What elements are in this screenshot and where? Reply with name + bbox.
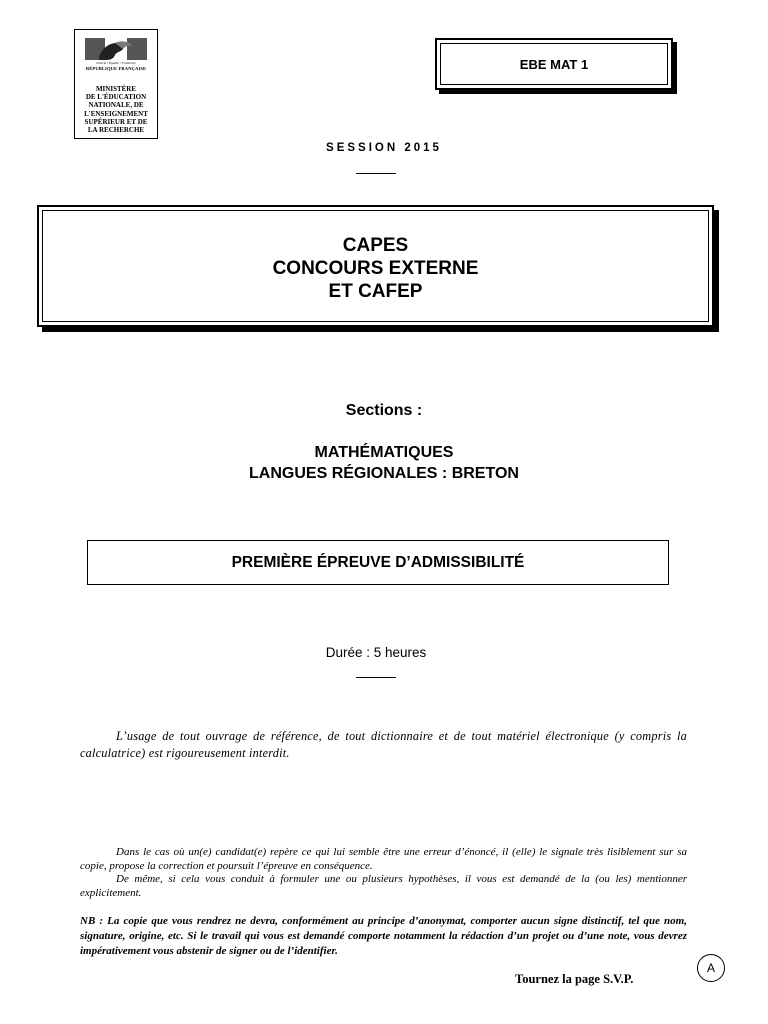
- title-line: CAPES: [342, 235, 409, 256]
- epreuve-box: [87, 540, 669, 585]
- logo-ministry-name: [78, 85, 154, 134]
- exam-title: [39, 234, 712, 303]
- instructions: [80, 846, 687, 900]
- logo-republic: RÉPUBLIQUE FRANÇAISE: [85, 66, 147, 71]
- ministry-line: MINISTÈRE: [95, 85, 137, 93]
- logo-motto: Liberté • Égalité • Fraternité: [96, 61, 136, 65]
- anonymity-note: NB : La copie que vous rendrez ne devra, conformément au principe d’anonymat, comporter aucun signe distinctif, tel que nom, signature, origine, etc. Si le travail qui vous est demandé comporte notamment la rédaction d’un projet ou d’une note, vous devrez impérativement vous abstenir de signer ou de l’identifier.: [80, 915, 687, 958]
- title-line: ET CAFEP: [328, 281, 423, 302]
- marianne-logo-icon: [85, 38, 147, 60]
- divider: [356, 677, 396, 678]
- duration: Durée : 5 heures: [325, 645, 427, 660]
- ministry-line: NATIONALE, DE: [88, 101, 144, 110]
- ministry-line: SUPÉRIEUR ET DE: [84, 117, 148, 126]
- subject-letter-badge: [697, 954, 725, 982]
- instruction-paragraph: De même, si cela vous conduit à formuler une ou plusieurs hypothèses, il vous est demandé de la (ou les) mentionner explicitement.: [80, 873, 687, 899]
- ministry-line: L'ENSEIGNEMENT: [84, 109, 148, 118]
- sections-heading: Sections :: [345, 402, 423, 419]
- subject-letter: A: [706, 961, 715, 975]
- divider: [356, 173, 396, 174]
- calculator-warning: L’usage de tout ouvrage de référence, de tout dictionnaire et de tout matériel électronique (y compris la calculatrice) est rigoureusement interdit.: [80, 729, 687, 760]
- exam-code: EBE MAT 1: [519, 56, 589, 72]
- ministry-logo-block: [74, 29, 158, 139]
- ministry-line: DE L'ÉDUCATION: [85, 93, 147, 102]
- epreuve-title: PREMIÈRE ÉPREUVE D’ADMISSIBILITÉ: [231, 553, 525, 571]
- exam-code-box: [435, 38, 673, 90]
- section-name: MATHÉMATIQUES: [314, 444, 454, 461]
- title-box: [37, 205, 714, 327]
- session-label: SESSION 2015: [326, 142, 442, 154]
- instruction-paragraph: Dans le cas où un(e) candidat(e) repère ce qui lui semble être une erreur d’énoncé, il (elle) le signale très lisiblement sur sa copie, propose la correction et poursuit l’épreuve en conséquence.: [80, 846, 687, 872]
- title-line: CONCOURS EXTERNE: [272, 258, 479, 279]
- ministry-line: LA RECHERCHE: [87, 126, 145, 135]
- turn-page-label: Tournez la page S.V.P.: [515, 972, 634, 986]
- section-name: LANGUES RÉGIONALES : BRETON: [249, 465, 519, 482]
